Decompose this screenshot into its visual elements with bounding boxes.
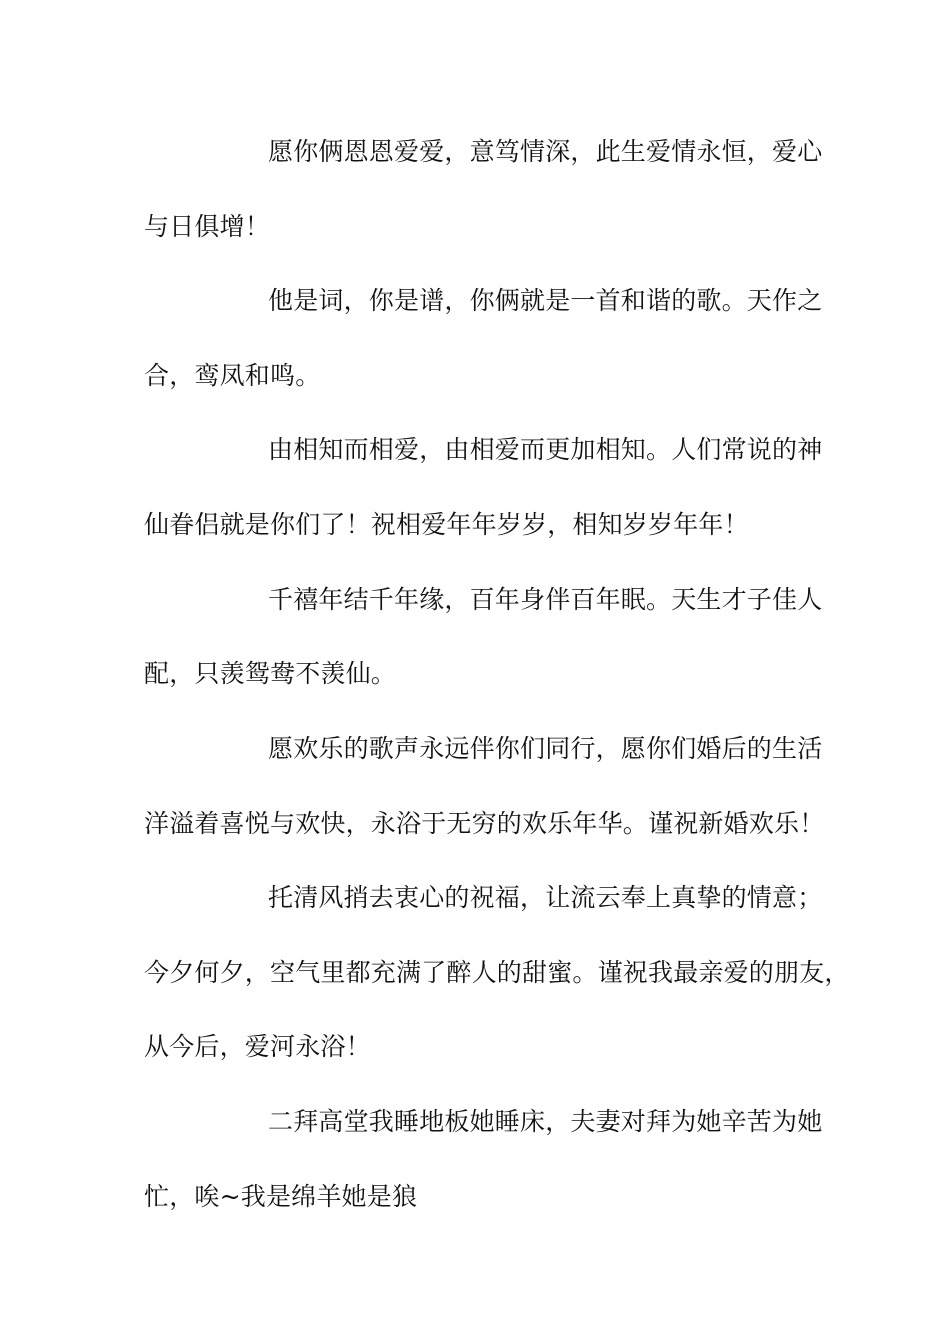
paragraph-3-line-1: 由相知而相爱，由相爱而更加相知。人们常说的神: [268, 435, 823, 464]
paragraph-7-line-2: 忙，唉~我是绵羊她是狼: [144, 1182, 418, 1211]
paragraph-3-line-2: 仙眷侣就是你们了！祝相爱年年岁岁，相知岁岁年年！: [144, 510, 749, 539]
paragraph-1-line-2: 与日俱增！: [144, 212, 271, 241]
paragraph-2-line-1: 他是词，你是谱，你俩就是一首和谐的歌。天作之: [268, 286, 823, 315]
paragraph-5-line-2: 洋溢着喜悦与欢快，永浴于无穷的欢乐年华。谨祝新婚欢乐！: [144, 809, 825, 838]
paragraph-4-line-1: 千禧年结千年缘，百年身伴百年眠。天生才子佳人: [268, 585, 823, 614]
paragraph-4-line-2: 配，只羡鸳鸯不羡仙。: [144, 659, 397, 688]
paragraph-5-line-1: 愿欢乐的歌声永远伴你们同行，愿你们婚后的生活: [268, 734, 823, 763]
paragraph-6-line-2: 今夕何夕，空气里都充满了醉人的甜蜜。谨祝我最亲爱的朋友，: [144, 958, 850, 987]
paragraph-7-line-1: 二拜高堂我睡地板她睡床，夫妻对拜为她辛苦为她: [268, 1107, 823, 1136]
paragraph-6-line-1: 托清风捎去衷心的祝福，让流云奉上真挚的情意；: [268, 883, 823, 912]
paragraph-2-line-2: 合，鸾凤和鸣。: [144, 361, 321, 390]
paragraph-1-line-1: 愿你俩恩恩爱爱，意笃情深，此生爱情永恒，爱心: [268, 137, 823, 166]
paragraph-6-line-3: 从今后，爱河永浴！: [144, 1032, 371, 1061]
